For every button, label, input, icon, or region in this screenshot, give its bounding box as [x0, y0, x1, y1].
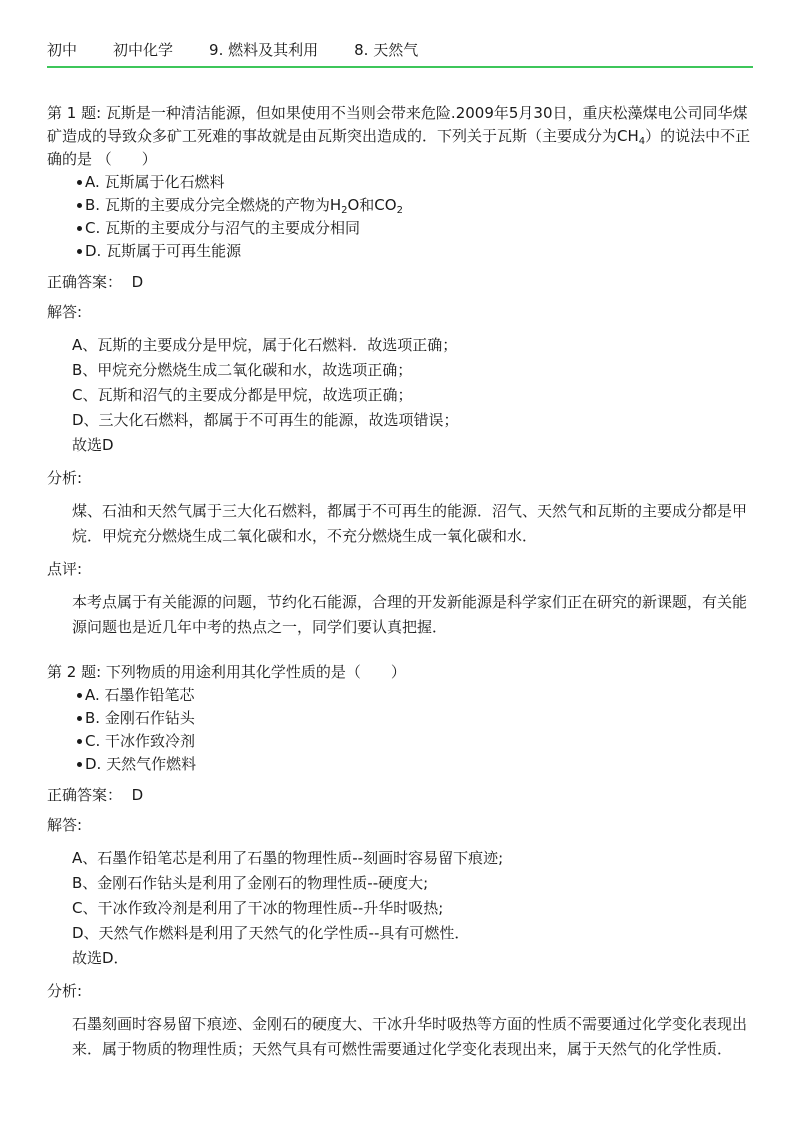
solution-body: [47, 333, 757, 458]
question-1-stem: 第 1 题: 瓦斯是一种清洁能源，但如果使用不当则会带来危险.2009年5月30日，重庆松藻煤电公司同华煤矿造成的导致众多矿工死难的事故就是由瓦斯突出造成的．下列关于瓦斯（主要成分为$CH_4$）的说法中不正确的是 （ ）: [47, 104, 751, 168]
breadcrumb-chapter[interactable]: 9. 燃料及其利用: [209, 41, 319, 59]
solution-line: A、石墨作铅笔芯是利用了石墨的物理性质--刻画时容易留下痕迹;: [72, 849, 504, 867]
solution-line: C、瓦斯和沼气的主要成分都是甲烷，故选项正确；: [72, 386, 413, 404]
solution-body: [47, 846, 757, 971]
option-b: B. 瓦斯的主要成分完全燃烧的产物为$H_2O$和$CO_2$: [47, 194, 757, 217]
analysis-label: 分析:: [47, 982, 83, 1000]
question-2-label: 第 2 题:: [47, 663, 102, 681]
option-a: A. 石墨作铅笔芯: [47, 684, 757, 707]
option-d: D. 天然气作燃料: [47, 753, 757, 776]
analysis-label: 分析:: [47, 469, 83, 487]
question-2-options: [47, 684, 757, 776]
option-c: C. 瓦斯的主要成分与沼气的主要成分相同: [47, 217, 757, 240]
option-c: C. 干冰作致冷剂: [47, 730, 757, 753]
solution-line: 故选D: [72, 436, 114, 454]
solution-label: 解答:: [47, 816, 83, 834]
option-d: D. 瓦斯属于可再生能源: [47, 240, 757, 263]
solution-line: 故选D．: [72, 949, 129, 967]
breadcrumb-subject[interactable]: 初中化学: [113, 41, 174, 59]
solution-line: B、甲烷充分燃烧生成二氧化碳和水，故选项正确；: [72, 361, 413, 379]
correct-answer: 正确答案： D: [47, 786, 144, 804]
option-b: B. 金刚石作钻头: [47, 707, 757, 730]
solution-line: C、干冰作致冷剂是利用了干冰的物理性质--升华时吸热;: [72, 899, 444, 917]
question-2: [47, 661, 757, 1062]
question-1: [47, 102, 757, 640]
comment-body: 本考点属于有关能源的问题，节约化石能源，合理的开发新能源是科学家们正在研究的新课题，有关能源问题也是近几年中考的热点之一，同学们要认真把握．: [72, 593, 748, 636]
answer-value: D: [131, 273, 144, 291]
solution-label: 解答:: [47, 303, 83, 321]
analysis-body: 煤、石油和天然气属于三大化石燃料，都属于不可再生的能源．沼气、天然气和瓦斯的主要成分都是甲烷．甲烷充分燃烧生成二氧化碳和水，不充分燃烧生成一氧化碳和水．: [72, 502, 748, 545]
answer-value: D: [131, 786, 144, 804]
question-1-label: 第 1 题:: [47, 104, 102, 122]
breadcrumb-level[interactable]: 初中: [47, 41, 78, 59]
breadcrumb-section[interactable]: 8. 天然气: [354, 41, 419, 59]
option-a: A. 瓦斯属于化石燃料: [47, 171, 757, 194]
solution-line: D、天然气作燃料是利用了天然气的化学性质--具有可燃性．: [72, 924, 470, 942]
solution-line: A、瓦斯的主要成分是甲烷，属于化石燃料．故选项正确；: [72, 336, 458, 354]
solution-line: D、三大化石燃料，都属于不可再生的能源，故选项错误；: [72, 411, 459, 429]
question-2-stem: 第 2 题: 下列物质的用途利用其化学性质的是（ ）: [47, 663, 406, 681]
question-1-options: [47, 171, 757, 263]
analysis-body: 石墨刻画时容易留下痕迹、金刚石的硬度大、干冰升华时吸热等方面的性质不需要通过化学变化表现出来．属于物质的物理性质；天然气具有可燃性需要通过化学变化表现出来，属于天然气的化学性质．: [72, 1015, 748, 1058]
solution-line: B、金刚石作钻头是利用了金刚石的物理性质--硬度大;: [72, 874, 429, 892]
correct-answer: 正确答案： D: [47, 273, 144, 291]
breadcrumb: [47, 38, 753, 68]
comment-label: 点评:: [47, 560, 83, 578]
